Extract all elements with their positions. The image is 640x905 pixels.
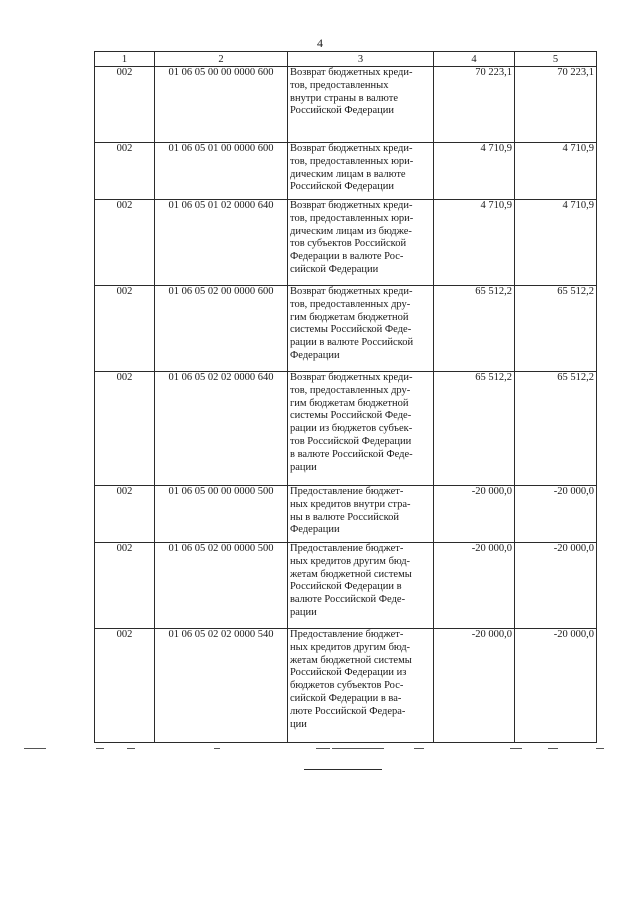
scan-mark — [510, 748, 522, 749]
description-line: тов Российской Федерации — [290, 435, 412, 447]
amount-col-4-cell: -20 000,0 — [434, 486, 515, 543]
budget-classification-code-cell: 01 06 05 00 00 0000 600 — [155, 67, 288, 143]
amount-col-5-cell: -20 000,0 — [515, 486, 597, 543]
header-col-4: 4 — [434, 52, 515, 67]
admin-code-cell: 002 — [95, 67, 155, 143]
amount-col-4-cell: 70 223,1 — [434, 67, 515, 143]
admin-code-cell: 002 — [95, 629, 155, 743]
amount-col-5-cell: 70 223,1 — [515, 67, 597, 143]
budget-classification-code-cell: 01 06 05 01 00 0000 600 — [155, 143, 288, 200]
description-line: ных кредитов другим бюд- — [290, 555, 411, 567]
description-line: Предоставление бюджет- — [290, 486, 404, 497]
scan-mark — [332, 748, 384, 749]
description-cell — [288, 543, 434, 629]
description-line: Федерации — [290, 524, 340, 536]
admin-code-cell: 002 — [95, 486, 155, 543]
description-line: гим бюджетам бюджетной — [290, 311, 409, 323]
description-line: тов субъектов Российской — [290, 238, 407, 250]
table-row — [95, 486, 597, 543]
scan-mark — [596, 748, 604, 749]
description-line: Возврат бюджетных креди- — [290, 67, 413, 78]
description-line: Российской Федерации — [290, 105, 394, 117]
scan-mark — [548, 748, 558, 749]
table-row — [95, 67, 597, 143]
description-cell — [288, 143, 434, 200]
description-line: сийской Федерации в ва- — [290, 692, 402, 704]
budget-classification-code-cell: 01 06 05 00 00 0000 500 — [155, 486, 288, 543]
description-line: сийской Федерации — [290, 263, 379, 275]
admin-code-cell: 002 — [95, 143, 155, 200]
description-line: Возврат бюджетных креди- — [290, 200, 413, 211]
description-line: гим бюджетам бюджетной — [290, 397, 409, 409]
scan-mark — [96, 748, 104, 749]
description-line: Возврат бюджетных креди- — [290, 143, 413, 154]
scan-mark — [316, 748, 330, 749]
budget-classification-code-cell: 01 06 05 02 02 0000 640 — [155, 372, 288, 486]
budget-table — [94, 51, 597, 743]
amount-col-5-cell: -20 000,0 — [515, 543, 597, 629]
description-line: тов, предоставленных дру- — [290, 298, 411, 310]
admin-code-cell: 002 — [95, 543, 155, 629]
description-line: тов, предоставленных — [290, 79, 389, 91]
scan-mark — [24, 748, 46, 749]
scan-mark — [127, 748, 135, 749]
description-line: внутри страны в валюте — [290, 92, 398, 104]
amount-col-4-cell: 4 710,9 — [434, 200, 515, 286]
description-line: ны в валюте Российской — [290, 511, 400, 523]
description-line: ции — [290, 718, 307, 730]
table-row — [95, 372, 597, 486]
amount-col-5-cell: 65 512,2 — [515, 372, 597, 486]
description-line: ных кредитов внутри стра- — [290, 498, 411, 510]
description-line: Возврат бюджетных креди- — [290, 372, 413, 383]
amount-col-5-cell: 4 710,9 — [515, 200, 597, 286]
table-row — [95, 286, 597, 372]
description-cell — [288, 67, 434, 143]
amount-col-4-cell: 4 710,9 — [434, 143, 515, 200]
scan-mark — [214, 748, 220, 749]
description-line: бюджетов субъектов Рос- — [290, 680, 404, 692]
description-line: рации из бюджетов субъек- — [290, 423, 413, 435]
amount-col-4-cell: -20 000,0 — [434, 629, 515, 743]
description-line: Предоставление бюджет- — [290, 629, 404, 640]
table-row — [95, 629, 597, 743]
table-row — [95, 200, 597, 286]
description-line: дическим лицам в валюте — [290, 168, 406, 180]
scan-mark — [414, 748, 424, 749]
description-line: системы Российской Феде- — [290, 410, 412, 422]
amount-col-4-cell: 65 512,2 — [434, 372, 515, 486]
description-line: жетам бюджетной системы — [290, 654, 412, 666]
description-line: валюте Российской Феде- — [290, 594, 406, 606]
budget-classification-code-cell: 01 06 05 02 00 0000 500 — [155, 543, 288, 629]
description-line: тов, предоставленных юри- — [290, 212, 414, 224]
admin-code-cell: 002 — [95, 372, 155, 486]
description-line: Предоставление бюджет- — [290, 543, 404, 554]
amount-col-4-cell: 65 512,2 — [434, 286, 515, 372]
description-line: Российской Федерации из — [290, 667, 407, 679]
description-line: рации — [290, 606, 317, 618]
description-line: тов, предоставленных дру- — [290, 384, 411, 396]
description-line: Федерации в валюте Рос- — [290, 251, 404, 263]
header-row — [95, 52, 597, 67]
description-cell — [288, 286, 434, 372]
description-cell — [288, 200, 434, 286]
header-col-1: 1 — [95, 52, 155, 67]
header-col-3: 3 — [288, 52, 434, 67]
description-line: тов, предоставленных юри- — [290, 155, 414, 167]
description-line: рации в валюте Российской — [290, 337, 414, 349]
budget-classification-code-cell: 01 06 05 02 00 0000 600 — [155, 286, 288, 372]
description-line: жетам бюджетной системы — [290, 568, 412, 580]
admin-code-cell: 002 — [95, 200, 155, 286]
description-line: Федерации — [290, 349, 340, 361]
description-line: дическим лицам из бюдже- — [290, 225, 412, 237]
description-cell — [288, 629, 434, 743]
description-line: в валюте Российской Феде- — [290, 448, 413, 460]
admin-code-cell: 002 — [95, 286, 155, 372]
description-line: системы Российской Феде- — [290, 324, 412, 336]
description-cell — [288, 372, 434, 486]
header-col-5: 5 — [515, 52, 597, 67]
amount-col-5-cell: 65 512,2 — [515, 286, 597, 372]
description-line: люте Российской Федера- — [290, 705, 406, 717]
description-line: Российской Федерации в — [290, 581, 402, 593]
table-row — [95, 543, 597, 629]
amount-col-5-cell: 4 710,9 — [515, 143, 597, 200]
table-row — [95, 143, 597, 200]
description-line: Возврат бюджетных креди- — [290, 286, 413, 297]
amount-col-5-cell: -20 000,0 — [515, 629, 597, 743]
footer-separator-line — [304, 769, 382, 770]
budget-classification-code-cell: 01 06 05 02 02 0000 540 — [155, 629, 288, 743]
description-line: рации — [290, 461, 317, 473]
page-number: 4 — [317, 36, 323, 50]
description-cell — [288, 486, 434, 543]
header-col-2: 2 — [155, 52, 288, 67]
description-line: Российской Федерации — [290, 181, 394, 193]
budget-classification-code-cell: 01 06 05 01 02 0000 640 — [155, 200, 288, 286]
amount-col-4-cell: -20 000,0 — [434, 543, 515, 629]
description-line: ных кредитов другим бюд- — [290, 641, 411, 653]
